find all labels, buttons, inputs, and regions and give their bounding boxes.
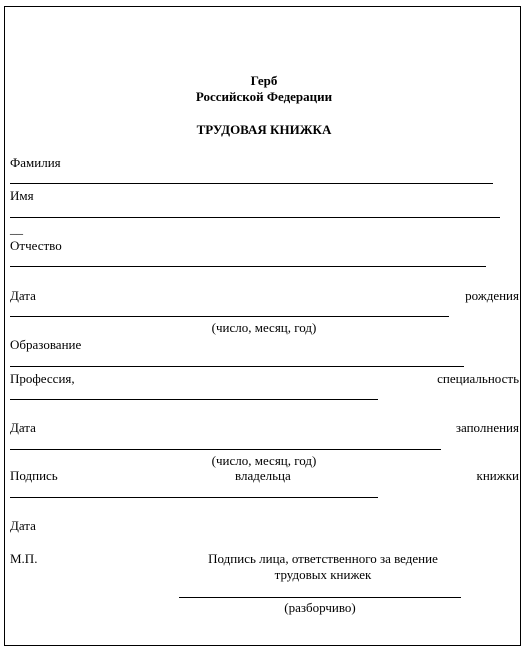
emblem-label: Герб (250, 73, 278, 88)
fill-date-label-2: заполнения (455, 420, 519, 435)
date-label: Дата (10, 518, 36, 533)
birth-date-line (10, 316, 449, 317)
stamp-place-label: М.П. (10, 551, 38, 566)
document-title: ТРУДОВАЯ КНИЖКА (196, 122, 332, 137)
fill-date-label: Дата (10, 420, 36, 435)
legible-hint: (разборчиво) (284, 600, 356, 615)
profession-line (10, 399, 378, 400)
specialty-label: специальность (437, 371, 519, 386)
name-line-overflow: __ (10, 221, 23, 236)
education-label: Образование (10, 337, 82, 352)
birth-date-label-2: рождения (465, 288, 519, 303)
birth-date-label: Дата (10, 288, 36, 303)
responsible-signature-line (179, 597, 461, 598)
owner-signature-label-3: книжки (476, 468, 519, 483)
owner-signature-label: Подпись (10, 468, 58, 483)
name-label: Имя (10, 188, 34, 203)
profession-label: Профессия, (10, 371, 75, 386)
birth-date-hint: (число, месяц, год) (211, 320, 317, 335)
surname-label: Фамилия (10, 155, 61, 170)
patronymic-line (10, 266, 486, 267)
patronymic-label: Отчество (10, 238, 62, 253)
name-line (10, 217, 500, 218)
responsible-signature-label: Подпись лица, ответственного за ведение (208, 551, 438, 566)
emblem-label-country: Российской Федерации (195, 89, 333, 104)
surname-line (10, 183, 493, 184)
responsible-signature-label-2: трудовых книжек (274, 567, 372, 582)
owner-signature-line (10, 497, 378, 498)
education-line (10, 366, 464, 367)
owner-signature-label-2: владельца (235, 468, 291, 483)
fill-date-line (10, 449, 441, 450)
fill-date-hint: (число, месяц, год) (211, 453, 317, 468)
